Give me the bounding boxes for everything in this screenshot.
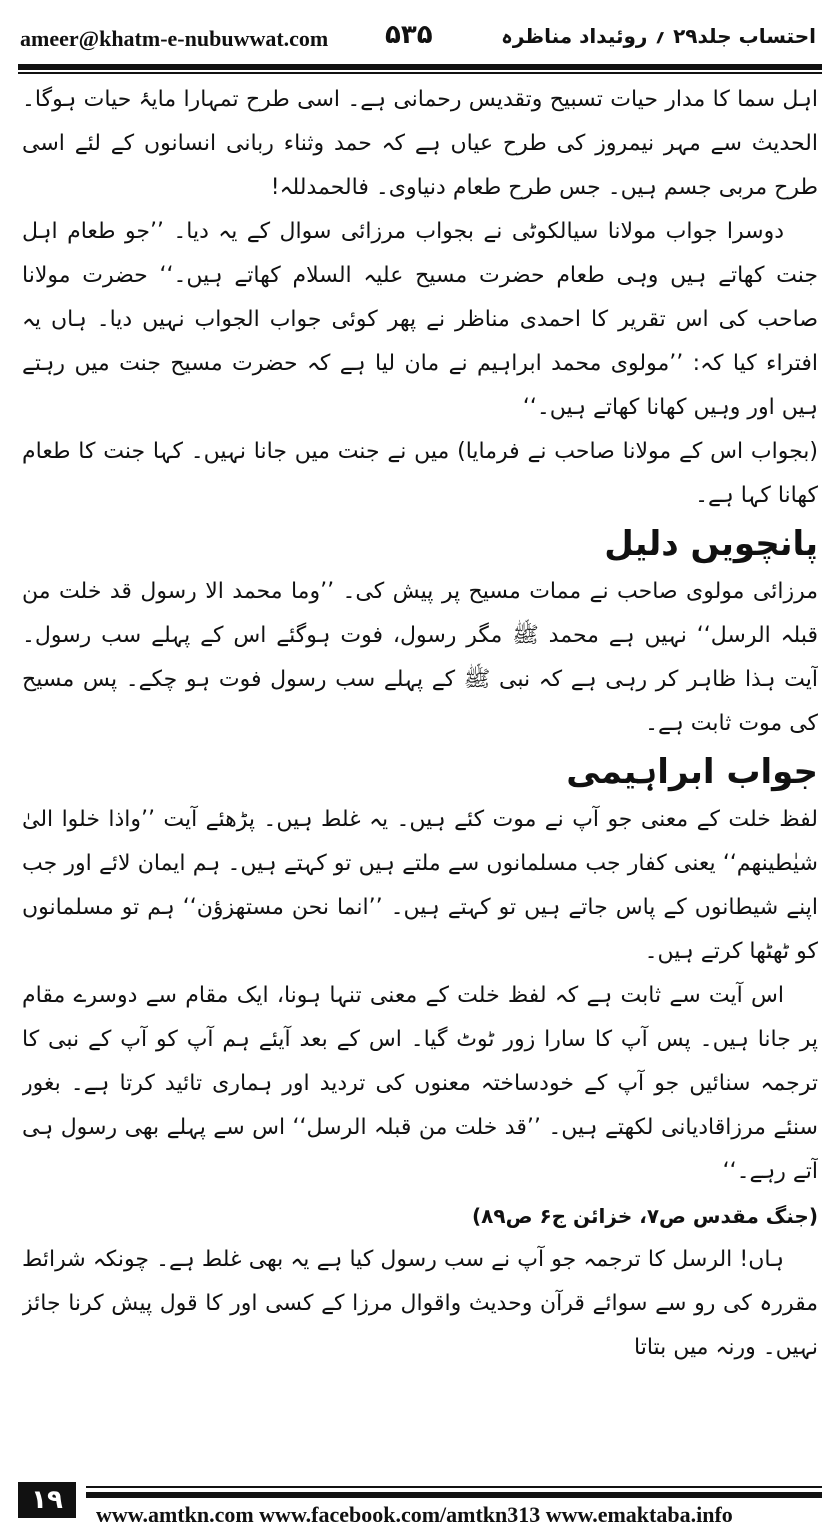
- header-page-number: ۵۳۵: [385, 20, 433, 50]
- paragraph-6: اس آیت سے ثابت ہے کہ لفظ خلت کے معنی تنہا ہونا، ایک مقام سے دوسرے مقام پر جانا ہیں۔ پس آپ کا سارا زور ٹوٹ گیا۔ اس کے بعد آیئے ہم آپ کو آپ کے نبی کا ترجمہ سنائیں جو آپ کے خودساختہ معنوں کی تردید اور ہماری تائید کرتا ہے۔ بغور سنئے مرزاقادیانی لکھتے ہیں۔ ’’قد خلت من قبلہ الرسل‘‘ اس سے پہلے بھی رسول ہی آتے رہے۔‘‘: [22, 983, 818, 1184]
- footer-urls: www.amtkn.com www.facebook.com/amtkn313 www.emaktaba.info: [96, 1502, 733, 1527]
- paragraph-7: ہاں! الرسل کا ترجمہ جو آپ نے سب رسول کیا ہے یہ بھی غلط ہے۔ چونکہ شرائط مقررہ کی رو سے سوائے قرآن وحدیث واقوال مرزا کے کسی اور کا قول پیش کرنا جائز نہیں۔ ورنہ میں بتاتا: [22, 1247, 818, 1360]
- footer-page-number: ۱۹: [18, 1482, 76, 1518]
- section-heading-fifth-argument: پانچویں دلیل: [604, 524, 818, 564]
- header-rule-thick: [18, 64, 822, 70]
- paragraph-2: دوسرا جواب مولانا سیالکوٹی نے بجواب مرزائی سوال کے یہ دیا۔ ’’جو طعام اہل جنت کھاتے ہیں وہی طعام حضرت مسیح علیہ السلام کھاتے ہیں۔‘‘ حضرت مولانا صاحب کی اس تقریر کا احمدی مناظر نے پھر کوئی جواب الجواب نہیں دیا۔ ہاں یہ افتراء کیا کہ: ’’مولوی محمد ابراہیم نے مان لیا ہے کہ حضرت مسیح جنت میں رہتے ہیں اور وہیں کھانا کھاتے ہیں۔‘‘: [22, 219, 818, 420]
- header-title: احتساب جلد۲۹ ؍ روئیداد مناظرہ: [501, 24, 816, 48]
- paragraph-1: اہل سما کا مدار حیات تسبیح وتقدیس رحمانی ہے۔ اسی طرح تمہارا مایۂ حیات ہوگا۔ الحدیث سے مہر نیمروز کی طرح عیاں ہے کہ حمد وثناء ربانی انسانوں کے لئے اسی طرح مربی جسم ہیں۔ جس طرح طعام دنیاوی۔ فالحمدللہ!: [22, 87, 818, 200]
- paragraph-3: (بجواب اس کے مولانا صاحب نے فرمایا) میں نے جنت میں جانا نہیں۔ کہا جنت کا طعام کھانا کہا ہے۔: [22, 439, 818, 508]
- section-heading-ibrahimi-answer: جواب ابراہیمی: [566, 752, 818, 792]
- page-header: [0, 0, 840, 70]
- paragraph-5: لفظ خلت کے معنی جو آپ نے موت کئے ہیں۔ یہ غلط ہیں۔ پڑھئے آیت ’’واذا خلوا الیٰ شیٰطینھم‘‘ یعنی کفار جب مسلمانوں سے ملتے ہیں تو کہتے ہیں۔ ہم ایمان لائے اور جب اپنے شیطانوں کے پاس جاتے ہیں تو کہتے ہیں۔ ’’انما نحن مستھزؤن‘‘ ہم تو مسلمانوں کو ٹھٹھا کرتے ہیں۔: [22, 807, 818, 964]
- paragraph-4: مرزائی مولوی صاحب نے ممات مسیح پر پیش کی۔ ’’وما محمد الا رسول قد خلت من قبلہ الرسل‘‘ نہیں ہے محمد ﷺ مگر رسول، فوت ہوگئے اس کے پہلے سب رسول۔ آیت ہذا ظاہر کر رہی ہے کہ نبی ﷺ کے پہلے سب رسول فوت ہو چکے۔ پس مسیح کی موت ثابت ہے۔: [22, 579, 818, 736]
- footer-rule-thick: [86, 1492, 822, 1498]
- page-footer: [0, 1472, 840, 1540]
- reference-citation: (جنگ مقدس ص۷، خزائن ج۶ ص۸۹): [472, 1204, 818, 1228]
- header-rule-thin: [18, 72, 822, 74]
- header-email: ameer@khatm-e-nubuwwat.com: [20, 26, 329, 51]
- footer-rule-thin: [86, 1486, 822, 1488]
- body-text: [22, 78, 818, 1458]
